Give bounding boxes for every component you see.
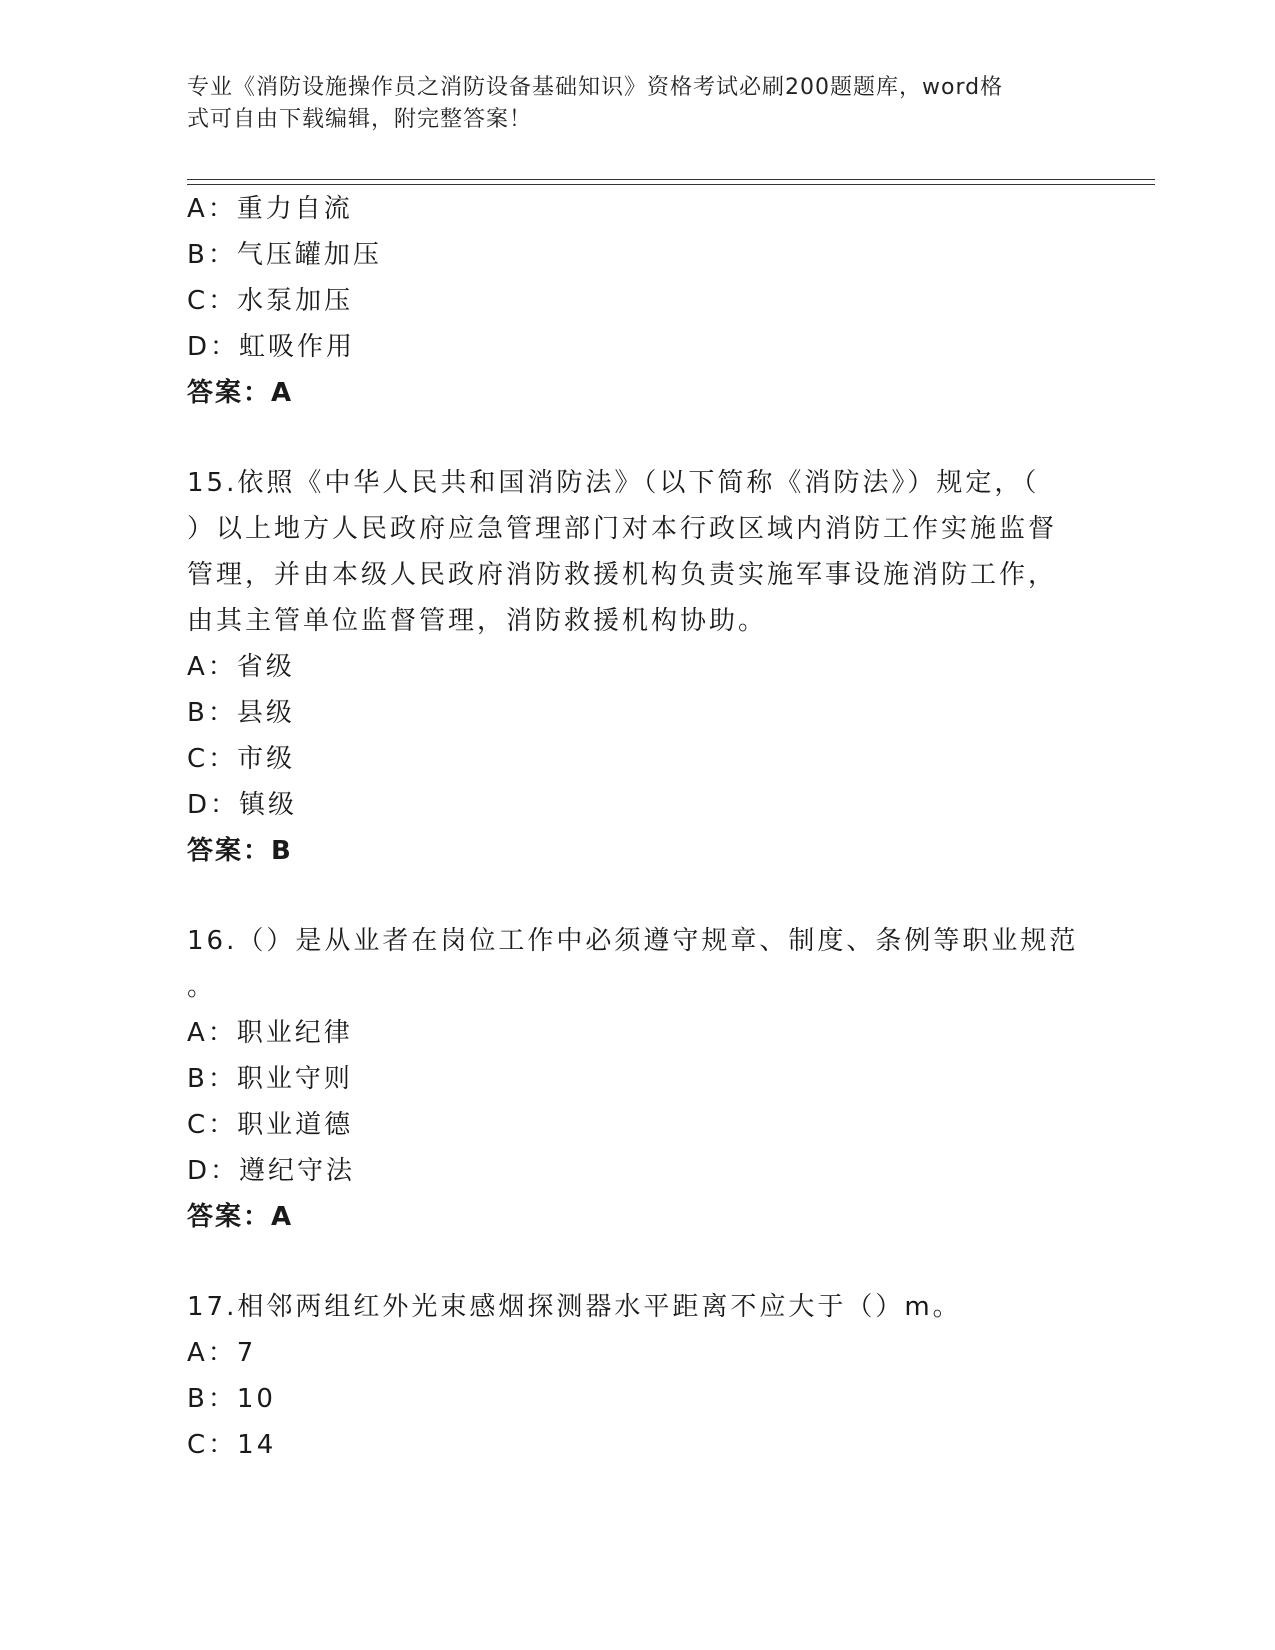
answer-option: A：省级	[187, 652, 295, 682]
question-stem-line: 16.（）是从业者在岗位工作中必须遵守规章、制度、条例等职业规范	[187, 926, 1079, 956]
correct-answer: 答案：A	[187, 378, 294, 408]
question-block	[187, 416, 1087, 874]
header-divider-bottom	[187, 184, 1155, 185]
answer-option: B：气压罐加压	[187, 240, 382, 270]
answer-option: C：职业道德	[187, 1110, 354, 1140]
answer-option: B：10	[187, 1384, 276, 1414]
question-list	[187, 186, 1087, 1468]
answer-option: C：水泵加压	[187, 286, 354, 316]
answer-option: A：职业纪律	[187, 1018, 353, 1048]
correct-answer: 答案：A	[187, 1202, 294, 1232]
question-stem-line: 17.相邻两组红外光束感烟探测器水平距离不应大于（）m。	[187, 1292, 962, 1322]
answer-option: D：虹吸作用	[187, 332, 356, 362]
answer-option: D：镇级	[187, 790, 298, 820]
question-block	[187, 874, 1087, 1240]
question-spacer	[187, 416, 1087, 460]
answer-option: A：重力自流	[187, 194, 353, 224]
question-stem-line: 管理，并由本级人民政府消防救援机构负责实施军事设施消防工作，	[187, 560, 1058, 590]
question-block	[187, 1240, 1087, 1468]
question-stem-line: ）以上地方人民政府应急管理部门对本行政区域内消防工作实施监督	[187, 514, 1058, 544]
header-line-1: 专业《消防设施操作员之消防设备基础知识》资格考试必刷200题题库，word格	[187, 75, 1004, 100]
question-stem-line: 15.依照《中华人民共和国消防法》（以下简称《消防法》）规定，（	[187, 468, 1040, 498]
question-spacer	[187, 874, 1087, 918]
header-line-2: 式可自由下载编辑，附完整答案！	[187, 107, 533, 132]
answer-option: A：7	[187, 1338, 257, 1368]
header-divider-top	[187, 179, 1155, 180]
answer-option: B：县级	[187, 698, 295, 728]
answer-option: C：14	[187, 1430, 277, 1460]
correct-answer: 答案：B	[187, 836, 293, 866]
question-spacer	[187, 1240, 1087, 1284]
answer-option: C：市级	[187, 744, 296, 774]
answer-option: D：遵纪守法	[187, 1156, 356, 1186]
answer-option: B：职业守则	[187, 1064, 353, 1094]
question-stem-line: 由其主管单位监督管理，消防救援机构协助。	[187, 606, 768, 636]
document-header	[187, 72, 1067, 136]
question-block	[187, 186, 1087, 416]
question-stem-line: 。	[187, 972, 217, 1002]
